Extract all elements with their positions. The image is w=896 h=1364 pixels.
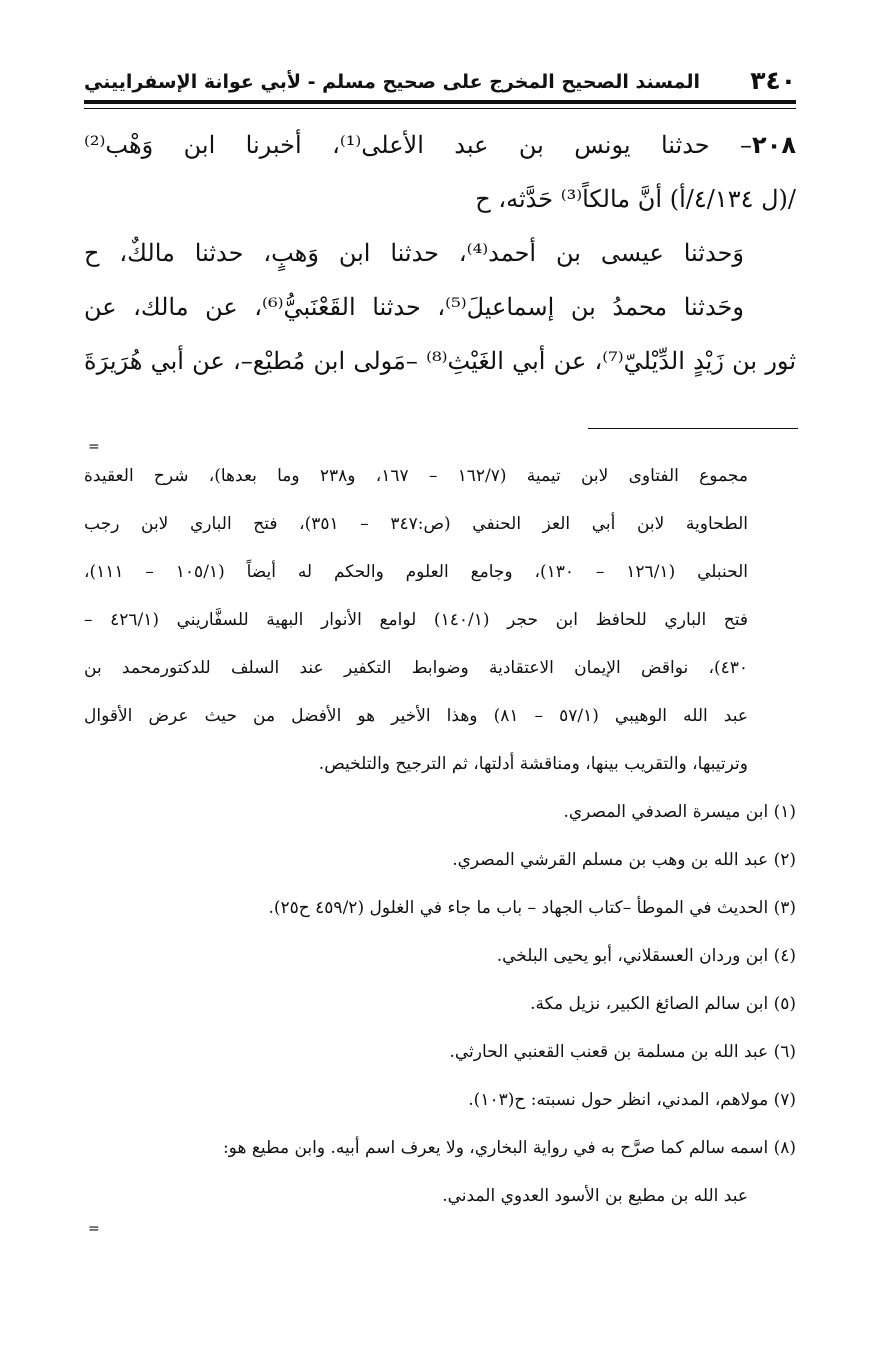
footnote-4: (٤) ابن وردان العسقلاني، أبو يحيى البلخي.: [496, 946, 796, 966]
hadith-paragraph: [84, 118, 796, 388]
footnotes-section: [84, 452, 796, 1220]
continued-note-line: مجموع الفتاوى لابن تيمية (١٦٢/٧ – ١٦٧، و٢٣٨ وما بعدها)، شرح العقيدة: [84, 466, 748, 486]
page-header: [84, 58, 796, 102]
continuation-marker-top: =: [88, 439, 100, 455]
hadith-line-5: ثور بن زَيْدٍ الدِّيْليّ⁽⁷⁾، عن أبي الغَيْثِ⁽⁸⁾ –مَولى ابن مُطيْع–، عن أبي هُرَيرَةَ: [84, 347, 796, 375]
hadith-number: ٢٠٨: [752, 131, 796, 159]
footnote-5: (٥) ابن سالم الصائغ الكبير، نزيل مكة.: [530, 994, 796, 1014]
header-rule-thick: [84, 100, 796, 104]
footnote-8-line-2: عبد الله بن مطيع بن الأسود العدوي المدني.: [442, 1186, 748, 1206]
hadith-line-1: [84, 118, 796, 172]
footnote-1: (١) ابن ميسرة الصدفي المصري.: [563, 802, 796, 822]
hadith-line-1-text: – حدثنا يونس بن عبد الأعلى⁽¹⁾، أخبرنا ابن وَهْب⁽²⁾: [84, 131, 753, 159]
continued-note-line: فتح الباري للحافظ ابن حجر (١٤٠/١) لوامع الأنوار البهية للسفَّاريني (٤٢٦/١ –: [84, 610, 749, 630]
continued-note-line: الحنبلي (١٢٦/١ – ١٣٠)، وجامع العلوم والحكم له أيضاً (١٠٥/١ – ١١١)،: [84, 562, 749, 582]
footnote-separator: [588, 428, 798, 429]
continued-note-line: عبد الله الوهيبي (٥٧/١ – ٨١) وهذا الأخير هو الأفضل من حيث عرض الأقوال: [84, 706, 748, 726]
page-number: ٣٤٠: [750, 66, 796, 95]
hadith-line-2: /(ل ٤/١٣٤/أ) أنَّ مالكاً⁽³⁾ حَدَّثه، ح: [475, 185, 796, 213]
hadith-text: [84, 118, 796, 388]
header-rule-thin: [84, 108, 796, 109]
footnote-2: (٢) عبد الله بن وهب بن مسلم القرشي المصري.: [452, 850, 796, 870]
footnote-3: (٣) الحديث في الموطأ –كتاب الجهاد – باب ما جاء في الغلول (٤٥٩/٢ ح٢٥).: [268, 898, 796, 918]
hadith-line-4: وحَدثنا محمدُ بن إسماعيلَ⁽⁵⁾، حدثنا القَعْنَبيُّ⁽⁶⁾، عن مالك، عن: [84, 293, 744, 321]
footnote-8-line-1: (٨) اسمه سالم كما صرَّح به في رواية البخاري، ولا يعرف اسم أبيه. وابن مطيع هو:: [222, 1138, 796, 1158]
running-title: المسند الصحيح المخرج على صحيح مسلم - لأبي عوانة الإسفراييني: [84, 71, 700, 93]
footnote-6: (٦) عبد الله بن مسلمة بن قعنب القعنبي الحارثي.: [449, 1042, 796, 1062]
continued-note-line: ٤٣٠)، نواقض الإيمان الاعتقادية وضوابط التكفير عند السلف للدكتورمحمد بن: [84, 658, 748, 678]
footnote-7: (٧) مولاهم، المدني، انظر حول نسبته: ح(١٠٣).: [468, 1090, 796, 1110]
hadith-line-3: وَحدثنا عيسى بن أحمد⁽⁴⁾، حدثنا ابن وَهبٍ، حدثنا مالكٌ، ح: [84, 239, 744, 267]
continued-note-line: الطحاوية لابن أبي العز الحنفي (ص:٣٤٧ – ٣٥١)، فتح الباري لابن رجب: [84, 514, 748, 534]
continuation-marker-bottom: =: [88, 1221, 100, 1237]
continued-note-line: وترتيبها، والتقريب بينها، ومناقشة أدلتها، ثم الترجيح والتلخيص.: [318, 754, 748, 774]
continued-footnote: [84, 452, 796, 788]
